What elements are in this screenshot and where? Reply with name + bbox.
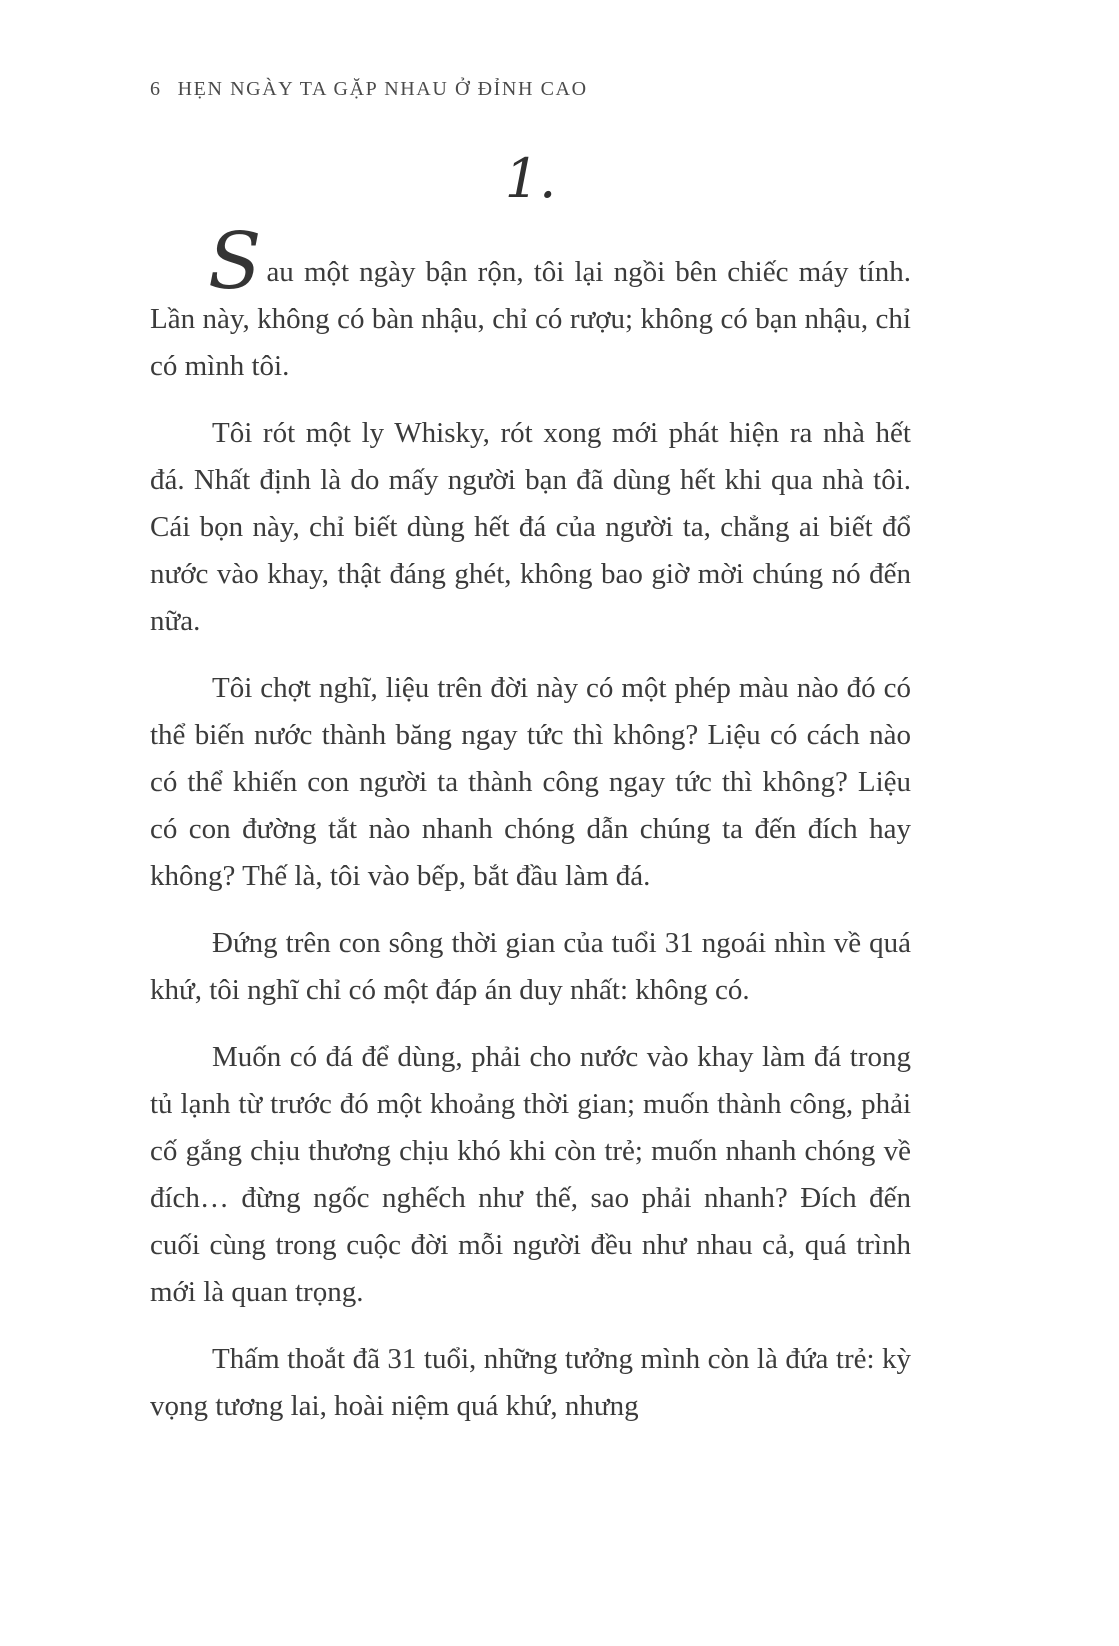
running-title: HẸN NGÀY TA GẶP NHAU Ở ĐỈNH CAO xyxy=(177,78,588,100)
page-number: 6 xyxy=(150,78,162,100)
paragraph: Muốn có đá để dùng, phải cho nước vào khay làm đá trong tủ lạnh từ trước đó một khoảng thời gian; muốn thành công, phải cố gắng chịu thương chịu khó khi còn trẻ; muốn nhanh chóng về đích… đừng ngốc nghếch như thế, sao phải nhanh? Đích đến cuối cùng trong cuộc đời mỗi người đều như nhau cả, quá trình mới là quan trọng. xyxy=(150,1041,911,1308)
paragraph: Tôi chợt nghĩ, liệu trên đời này có một phép màu nào đó có thể biến nước thành băng ngay tức thì không? Liệu có cách nào có thể khiến con người ta thành công ngay tức thì không? Liệu có con đường tắt nào nhanh chóng dẫn chúng ta đến đích hay không? Thế là, tôi vào bếp, bắt đầu làm đá. xyxy=(150,672,911,892)
chapter-number: 1. xyxy=(504,147,557,210)
paragraph xyxy=(150,217,911,390)
paragraph: Tôi rót một ly Whisky, rót xong mới phát hiện ra nhà hết đá. Nhất định là do mấy người bạn đã dùng hết khi qua nhà tôi. Cái bọn này, chỉ biết dùng hết đá của người ta, chẳng ai biết đổ nước vào khay, thật đáng ghét, không bao giờ mời chúng nó đến nữa. xyxy=(150,417,911,637)
body-text xyxy=(150,217,911,1430)
dropcap-letter: S xyxy=(208,217,262,307)
paragraph: Đứng trên con sông thời gian của tuổi 31 ngoái nhìn về quá khứ, tôi nghĩ chỉ có một đáp án duy nhất: không có. xyxy=(150,927,911,1006)
paragraph-text: au một ngày bận rộn, tôi lại ngồi bên chiếc máy tính. Lần này, không có bàn nhậu, chỉ có rượu; không có bạn nhậu, chỉ có mình tôi. xyxy=(150,256,911,382)
running-header xyxy=(150,78,911,101)
paragraph: Thấm thoắt đã 31 tuổi, những tưởng mình còn là đứa trẻ: kỳ vọng tương lai, hoài niệm quá khứ, nhưng xyxy=(150,1343,911,1422)
